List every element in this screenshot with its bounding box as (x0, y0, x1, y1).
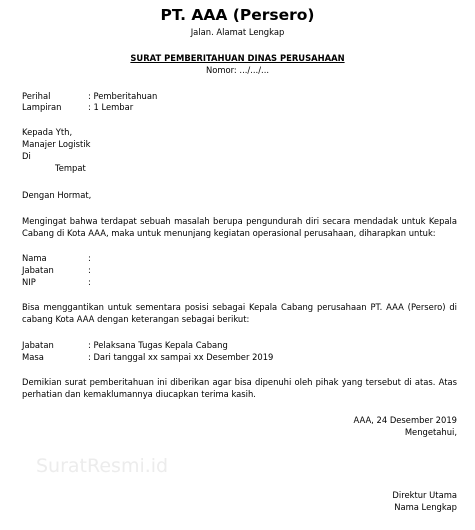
acknowledged-label: Mengetahui, (404, 427, 457, 437)
nip-label: NIP (22, 277, 36, 287)
signer-name: Nama Lengkap (394, 502, 457, 512)
signer-position: Direktur Utama (392, 490, 457, 500)
jabatan-value: : (88, 265, 91, 275)
closing-line-2: perhatian dan kemaklumannya diucapkan terima kasih. (22, 389, 256, 399)
assignment-jabatan-value: : Pelaksana Tugas Kepala Cabang (88, 340, 228, 350)
perihal-label: Perihal (22, 91, 51, 101)
nama-value: : (88, 253, 91, 263)
paragraph-2-line-1: Bisa menggantikan untuk sementara posisi sebagai Kepala Cabang perusahaan PT. AAA (Persero) di (22, 302, 457, 312)
lampiran-value: : 1 Lembar (88, 102, 134, 112)
letter-subject: SURAT PEMBERITAHUAN DINAS PERUSAHAAN (130, 53, 345, 63)
nip-value: : (88, 277, 91, 287)
recipient-position: Manajer Logistik (22, 139, 91, 149)
paragraph-1-line-2: Cabang di Kota AAA, maka untuk menunjang kegiatan operasional perusahaan, diharapkan untuk: (22, 228, 436, 238)
closing-line-1: Demikian surat pemberitahuan ini diberikan agar bisa dipenuhi oleh pihak yang tersebut di atas. Atas (22, 377, 457, 387)
paragraph-1-line-1: Mengingat bahwa terdapat sebuah masalah berupa pengundurah diri secara mendadak untuk Kepala (22, 216, 457, 226)
recipient-place: Tempat (55, 163, 86, 173)
perihal-value: : Pemberitahuan (88, 91, 158, 101)
watermark-logo: SuratResmi.id (36, 455, 169, 477)
paragraph-2-line-2: cabang Kota AAA dengan keterangan sebagai berikut: (22, 314, 250, 324)
assignment-masa-value: : Dari tanggal xx sampai xx Desember 2019 (88, 352, 274, 362)
jabatan-label: Jabatan (22, 265, 54, 275)
assignment-masa-label: Masa (22, 352, 44, 362)
nama-label: Nama (22, 253, 47, 263)
company-name: PT. AAA (Persero) (160, 6, 315, 24)
greeting: Dengan Hormat, (22, 190, 92, 200)
place-date: AAA, 24 Desember 2019 (353, 415, 457, 425)
letter-number: Nomor: .../.../... (205, 65, 270, 75)
assignment-jabatan-label: Jabatan (22, 340, 54, 350)
recipient-di: Di (22, 151, 31, 161)
lampiran-label: Lampiran (22, 102, 62, 112)
recipient-salutation: Kepada Yth, (22, 127, 73, 137)
company-address: Jalan. Alamat Lengkap (190, 27, 285, 37)
